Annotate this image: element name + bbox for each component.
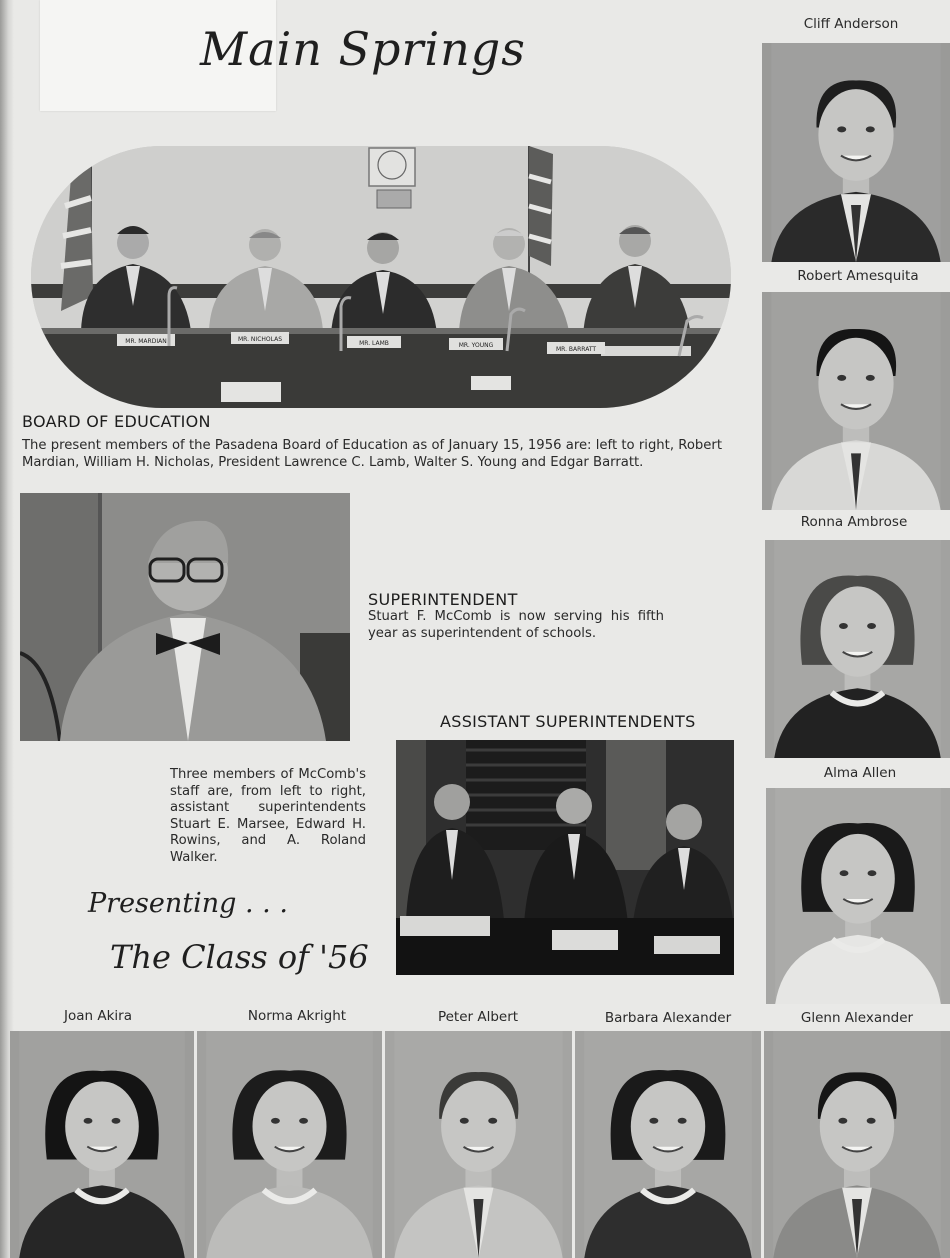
superintendent-heading: SUPERINTENDENT — [368, 590, 518, 609]
superintendent-photo-illustration — [20, 493, 350, 741]
assistant-superintendents-photo — [396, 740, 734, 975]
presenting-text: Presenting . . . — [88, 888, 288, 919]
board-caption: The present members of the Pasadena Board of Education as of January 15, 1956 are: left to right, Robert Mardian, William H. Nicholas, President Lawrence C. Lamb, Walter S. Young and Edgar Barratt. — [22, 438, 722, 470]
superintendent-photo — [20, 493, 350, 741]
assistant-photo-illustration — [396, 740, 734, 975]
page-title: Main Springs — [200, 22, 526, 76]
student-name-barbara-alexander: Barbara Alexander — [604, 1010, 732, 1026]
assistant-superintendents-caption: Three members of McComb's staff are, from left to right, assistant superintendents Stuart E. Marsee, Edward H. Rowins, and A. Roland Walker. — [170, 767, 366, 865]
student-portrait-robert-amesquita — [762, 292, 950, 510]
student-name-cliff-anderson: Cliff Anderson — [803, 16, 899, 32]
student-name-alma-allen: Alma Allen — [823, 765, 897, 781]
student-name-peter-albert: Peter Albert — [437, 1009, 519, 1025]
student-name-robert-amesquita: Robert Amesquita — [797, 268, 919, 284]
superintendent-caption: Stuart F. McComb is now serving his fifth year as superintendent of schools. — [368, 609, 664, 641]
assistant-superintendents-heading: ASSISTANT SUPERINTENDENTS — [440, 712, 696, 731]
nameplate-young: MR. YOUNG — [458, 342, 494, 349]
student-name-ronna-ambrose: Ronna Ambrose — [800, 514, 908, 530]
nameplate-barratt: MR. BARRATT — [555, 346, 597, 353]
nameplate-mardian: MR. MARDIAN — [125, 338, 167, 345]
student-portrait-joan-akira — [10, 1031, 194, 1258]
nameplate-nicholas: MR. NICHOLAS — [237, 336, 283, 343]
student-portrait-glenn-alexander — [764, 1031, 950, 1258]
student-portrait-cliff-anderson — [762, 43, 950, 262]
class-of-text: The Class of '56 — [110, 938, 369, 976]
student-portrait-ronna-ambrose — [765, 540, 950, 758]
student-portrait-alma-allen — [766, 788, 950, 1004]
student-portrait-barbara-alexander — [575, 1031, 761, 1258]
nameplate-lamb: MR. LAMB — [359, 340, 389, 347]
student-name-norma-akright: Norma Akright — [247, 1008, 347, 1024]
board-heading: BOARD OF EDUCATION — [22, 412, 211, 431]
board-photo-illustration — [31, 146, 731, 408]
student-name-glenn-alexander: Glenn Alexander — [800, 1010, 914, 1026]
student-portrait-norma-akright — [197, 1031, 382, 1258]
board-of-education-photo — [31, 146, 731, 408]
student-portrait-peter-albert — [385, 1031, 572, 1258]
student-name-joan-akira: Joan Akira — [64, 1008, 132, 1024]
